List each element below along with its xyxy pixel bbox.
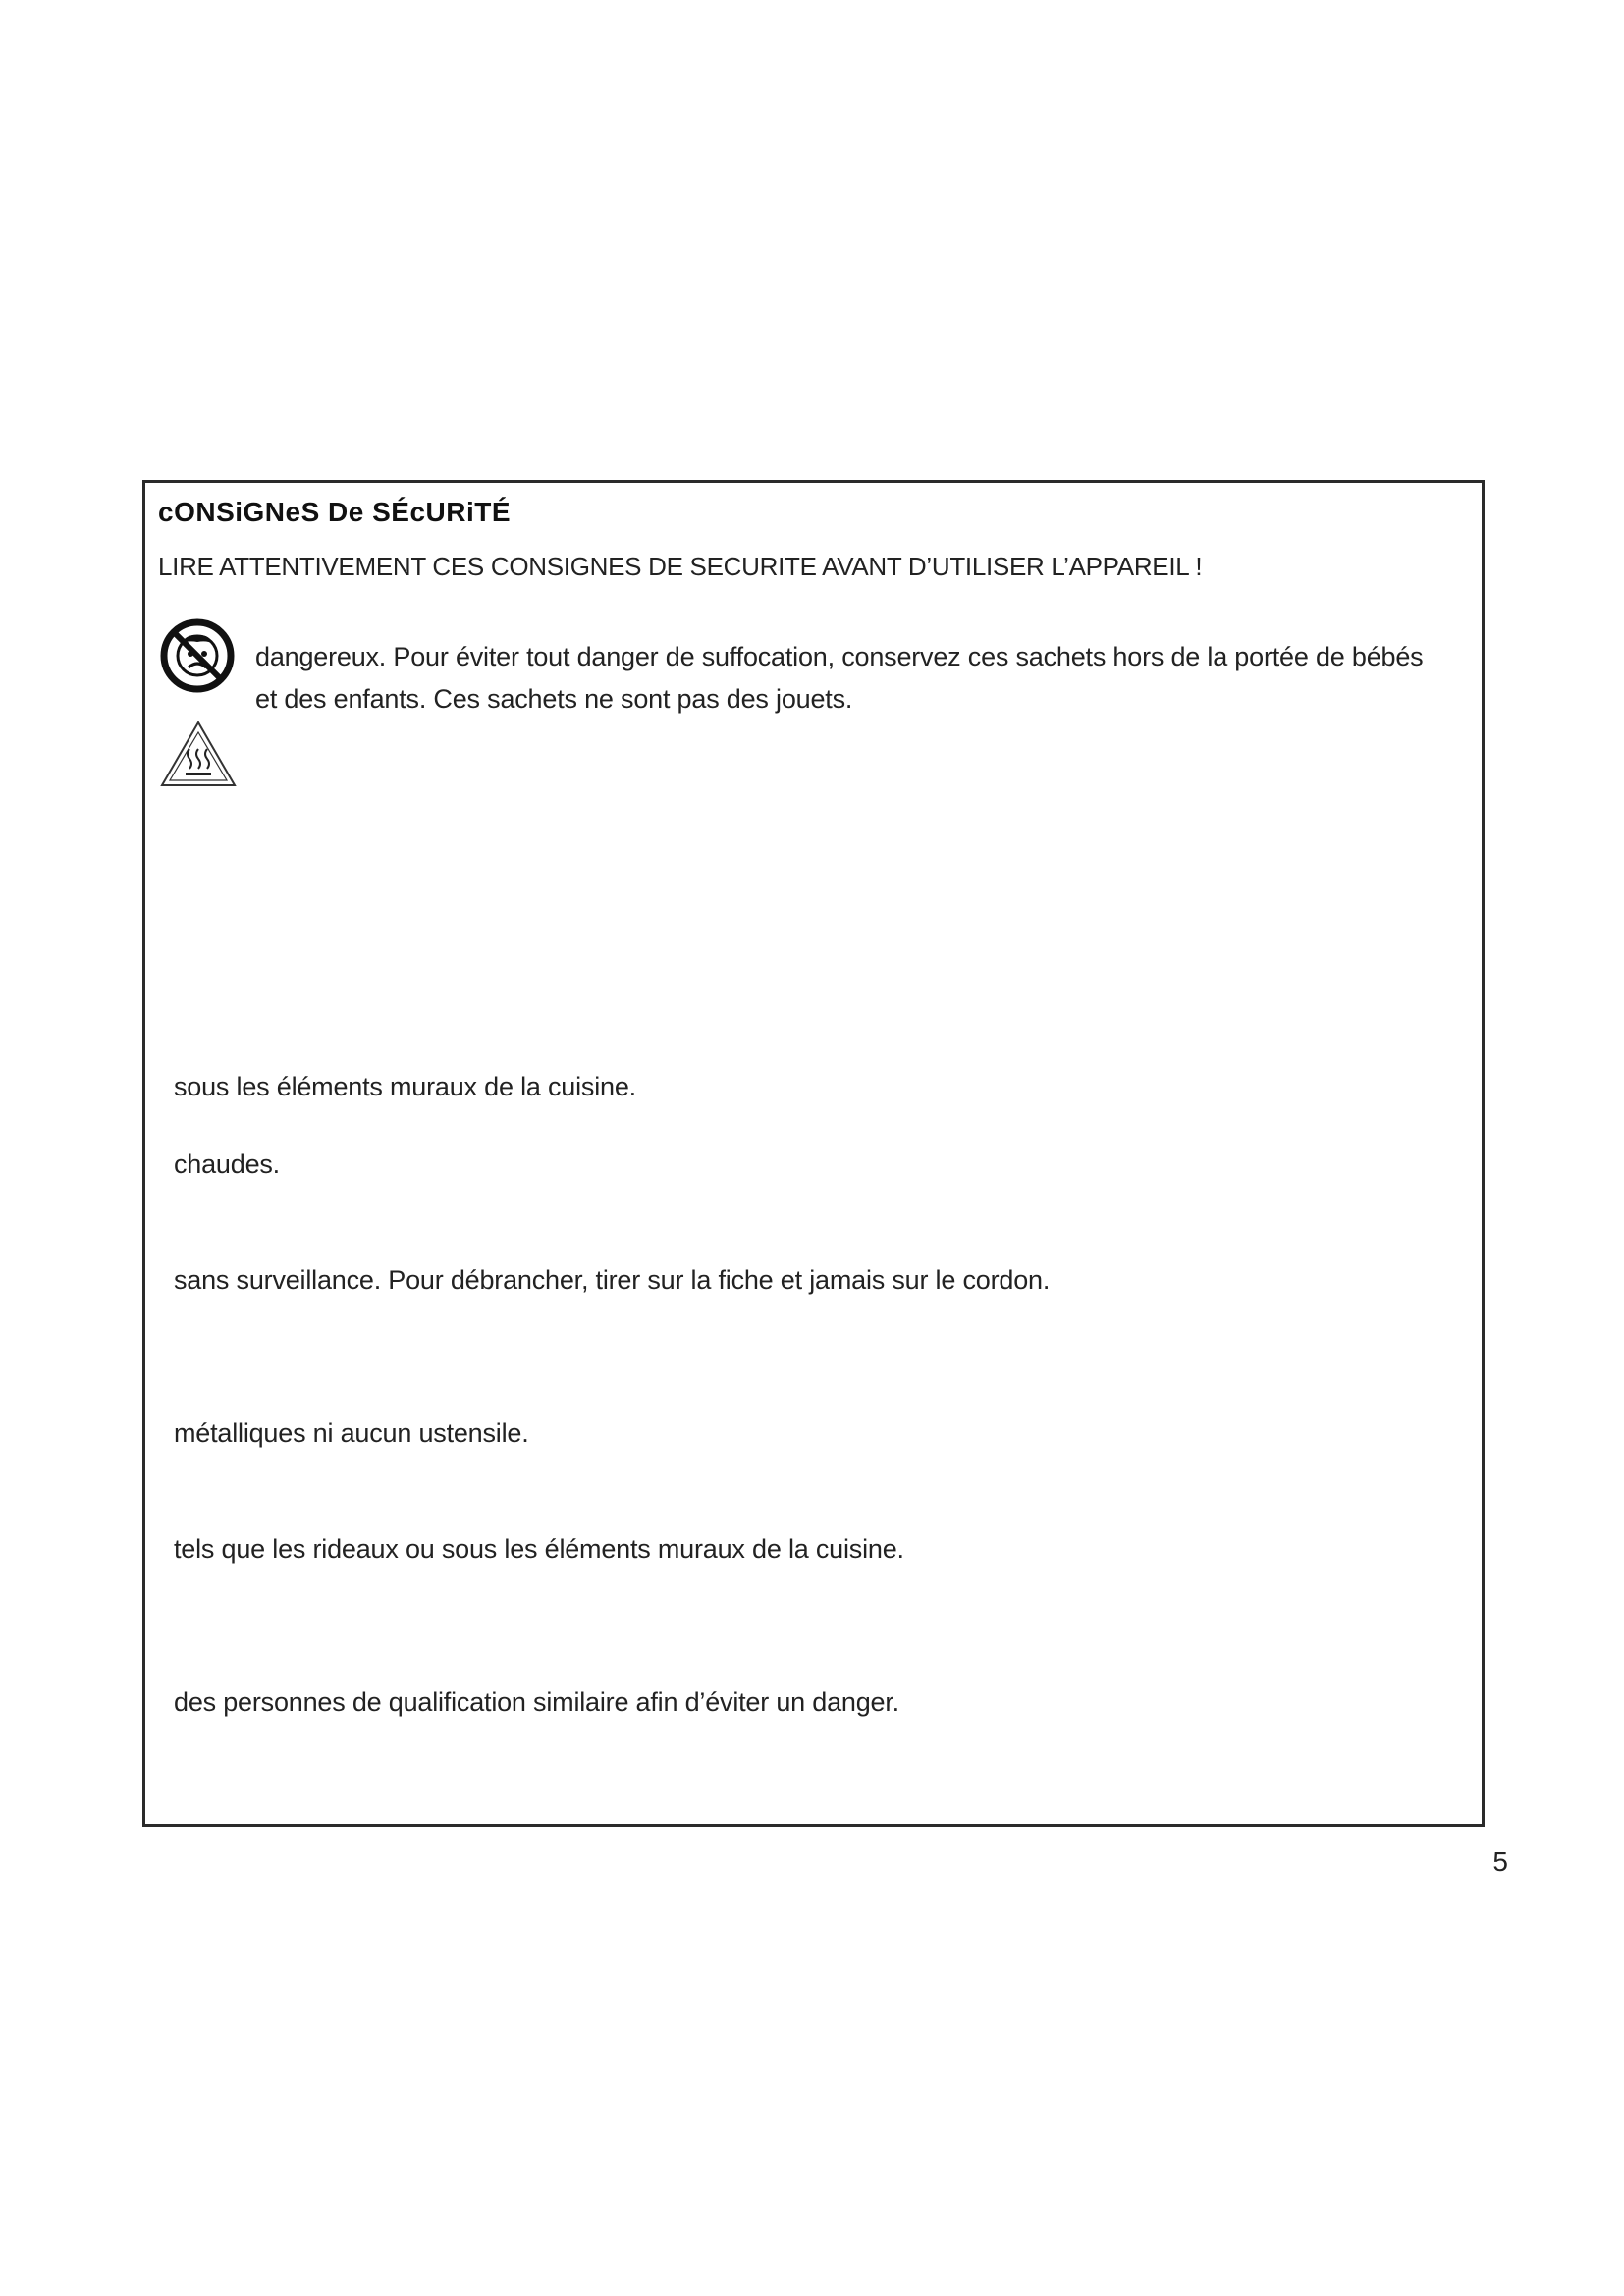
- page-number: 5: [1492, 1846, 1508, 1877]
- metal-utensils-line: métalliques ni aucun ustensile.: [174, 1418, 529, 1448]
- unplug-line: sans surveillance. Pour débrancher, tirer sur la fiche et jamais sur le cordon.: [174, 1265, 1051, 1295]
- hot-surface-warning-icon: [159, 720, 238, 788]
- qualified-persons-line: des personnes de qualification similaire afin d’éviter un danger.: [174, 1687, 899, 1717]
- hot-surfaces-line: chaudes.: [174, 1149, 280, 1179]
- bags-warning-line-1: dangereux. Pour éviter tout danger de suffocation, conservez ces sachets hors de la portée de bébés: [255, 642, 1424, 671]
- section-title: cONSiGNeS De SÉcURiTÉ: [158, 497, 512, 527]
- curtains-line: tels que les rideaux ou sous les éléments muraux de la cuisine.: [174, 1534, 904, 1564]
- no-children-warning-icon: [160, 618, 235, 693]
- safety-instructions-box: [142, 480, 1485, 1827]
- section-subtitle: LIRE ATTENTIVEMENT CES CONSIGNES DE SECURITE AVANT D’UTILISER L’APPAREIL !: [158, 552, 1203, 581]
- bags-warning-line-2: et des enfants. Ces sachets ne sont pas des jouets.: [255, 684, 853, 714]
- wall-units-line: sous les éléments muraux de la cuisine.: [174, 1072, 636, 1101]
